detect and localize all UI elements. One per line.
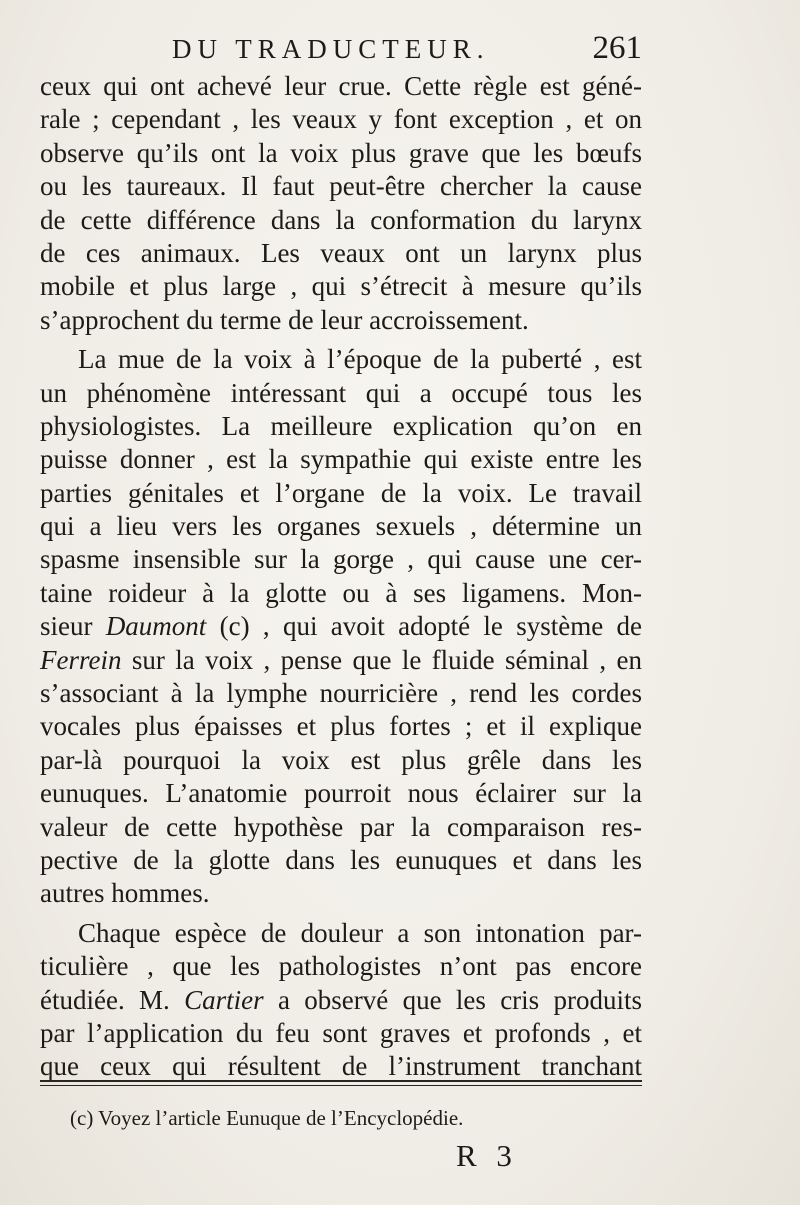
author-name-daumont: Daumont bbox=[105, 611, 207, 642]
text-line: Chaque espèce de douleur a son intonation par- bbox=[78, 917, 642, 948]
page-number: 261 bbox=[592, 30, 642, 66]
text-fragment: a observé que les cris produits bbox=[263, 984, 642, 1015]
text-line: taine roideur à la glotte ou à ses ligamens. Mon- bbox=[40, 577, 642, 608]
text-fragment: étudiée. M. bbox=[40, 984, 185, 1015]
author-name-cartier: Cartier bbox=[184, 984, 264, 1015]
text-line: physiologistes. La meilleure explication qu’on en bbox=[40, 410, 642, 441]
text-line: valeur de cette hypothèse par la comparaison res- bbox=[40, 811, 642, 842]
text-line: ou les taureaux. Il faut peut-être chercher la cause bbox=[40, 171, 642, 202]
text-line: un phénomène intéressant qui a occupé tous les bbox=[40, 377, 642, 408]
text-fragment: sur la voix , pense que le fluide séminal , en bbox=[121, 644, 642, 675]
running-head-title: DU TRADUCTEUR. bbox=[172, 34, 490, 64]
text-line: mobile et plus large , qui s’étrecit à mesure qu’ils bbox=[40, 271, 642, 302]
text-line: vocales plus épaisses et plus fortes ; et il explique bbox=[40, 711, 642, 742]
text-line: ticulière , que les pathologistes n’ont pas encore bbox=[40, 951, 642, 982]
text-line: que ceux qui résultent de l’instrument tranchant bbox=[40, 1051, 642, 1082]
text-line bbox=[40, 644, 642, 677]
text-fragment: (c) , qui avoit adopté le système de bbox=[206, 611, 642, 642]
text-line: s’approchent du terme de leur accroissement. bbox=[40, 304, 529, 335]
text-line: par-là pourquoi la voix est plus grêle dans les bbox=[40, 744, 642, 775]
text-line: qui a lieu vers les organes sexuels , détermine un bbox=[40, 511, 642, 542]
text-line: observe qu’ils ont la voix plus grave que les bœufs bbox=[40, 137, 642, 168]
text-line: rale ; cependant , les veaux y font exception , et on bbox=[40, 104, 642, 135]
text-line: spasme insensible sur la gorge , qui cause une cer- bbox=[40, 544, 642, 575]
text-line bbox=[40, 610, 642, 643]
text-line: parties génitales et l’organe de la voix. Le travail bbox=[40, 477, 642, 508]
signature-mark: R 3 bbox=[456, 1138, 518, 1173]
text-line: de ces animaux. Les veaux ont un larynx plus bbox=[40, 237, 642, 268]
text-line: ceux qui ont achevé leur crue. Cette règle est géné- bbox=[40, 71, 642, 101]
running-head bbox=[40, 26, 642, 70]
body-text bbox=[40, 70, 642, 1084]
text-line: s’associant à la lymphe nourricière , rend les cordes bbox=[40, 678, 642, 709]
text-line: La mue de la voix à l’époque de la puberté , est bbox=[78, 344, 642, 375]
text-line: autres hommes. bbox=[40, 878, 210, 909]
footnote-rule bbox=[40, 1080, 642, 1082]
text-line: de cette différence dans la conformation du larynx bbox=[40, 204, 642, 235]
text-fragment: sieur bbox=[40, 611, 106, 642]
text-line: pective de la glotte dans les eunuques et dans les bbox=[40, 844, 642, 875]
text-line: eunuques. L’anatomie pourroit nous éclairer sur la bbox=[40, 778, 642, 809]
text-line: par l’application du feu sont graves et profonds , et bbox=[40, 1017, 642, 1048]
footnote: (c) Voyez l’article Eunuque de l’Encyclopédie. bbox=[70, 1106, 464, 1130]
text-line bbox=[40, 984, 642, 1017]
text-line: puisse donner , est la sympathie qui existe entre les bbox=[40, 444, 642, 475]
author-name-ferrein: Ferrein bbox=[40, 644, 122, 675]
